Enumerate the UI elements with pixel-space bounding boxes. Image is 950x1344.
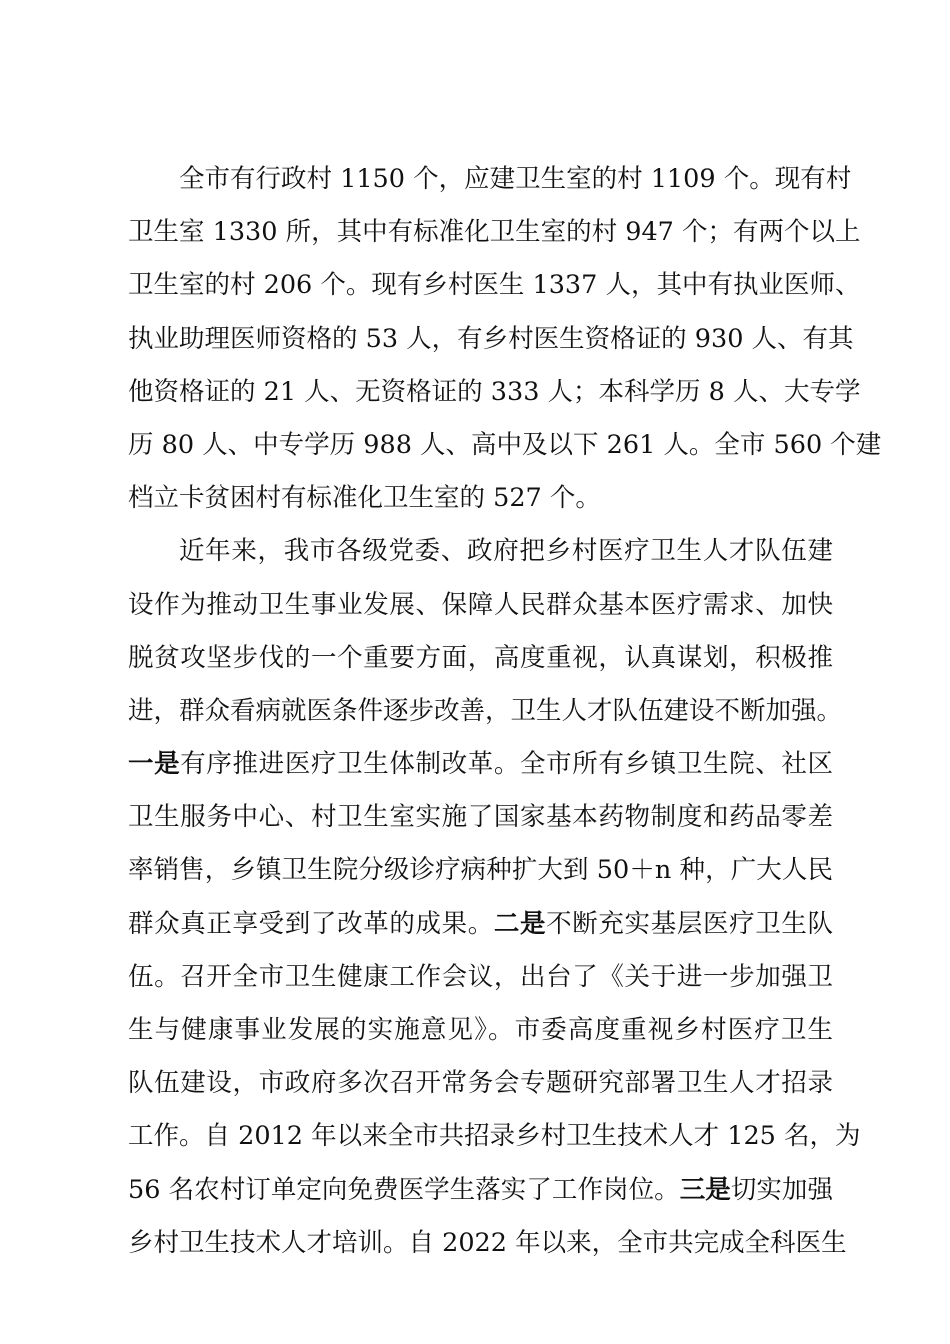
text-segment: 切实加强 xyxy=(730,1174,833,1205)
point-one-label: 一是 xyxy=(128,749,181,780)
text-segment: 群众真正享受到了改革的成果。 xyxy=(128,908,494,939)
text-line: 卫生室 1330 所，其中有标准化卫生室的村 947 个；有两个以上 xyxy=(128,217,861,248)
text-segment: 56 名农村订单定向免费医学生落实了工作岗位。 xyxy=(128,1174,680,1205)
text-line: 卫生服务中心、村卫生室实施了国家基本药物制度和药品零差 xyxy=(128,802,833,833)
text-segment: 有序推进医疗卫生体制改革。全市所有乡镇卫生院、社区 xyxy=(180,749,833,780)
text-segment: 不断充实基层医疗卫生队 xyxy=(546,908,833,939)
text-line: 卫生室的村 206 个。现有乡村医生 1337 人，其中有执业医师、 xyxy=(128,270,861,301)
text-line xyxy=(128,898,833,951)
text-line: 全市有行政村 1150 个，应建卫生室的村 1109 个。现有村 xyxy=(179,164,852,194)
text-line: 执业助理医师资格的 53 人，有乡村医生资格证的 930 人、有其 xyxy=(128,323,854,354)
document-body xyxy=(128,153,882,1270)
paragraph-statistics xyxy=(128,153,882,525)
text-line: 生与健康事业发展的实施意见》。市委高度重视乡村医疗卫生 xyxy=(128,1015,833,1045)
text-line: 近年来，我市各级党委、政府把乡村医疗卫生人才队伍建 xyxy=(179,536,833,567)
text-line: 档立卡贫困村有标准化卫生室的 527 个。 xyxy=(128,483,601,514)
text-line xyxy=(128,1164,833,1217)
text-line: 队伍建设，市政府多次召开常务会专题研究部署卫生人才招录 xyxy=(128,1068,833,1099)
paragraph-progress xyxy=(128,525,861,1270)
text-line: 进，群众看病就医条件逐步改善，卫生人才队伍建设不断加强。 xyxy=(128,695,843,726)
text-line: 历 80 人、中专学历 988 人、高中及以下 261 人。全市 560 个建 xyxy=(128,429,882,460)
text-line: 率销售，乡镇卫生院分级诊疗病种扩大到 50＋n 种，广大人民 xyxy=(128,855,833,886)
text-line: 伍。召开全市卫生健康工作会议，出台了《关于进一步加强卫 xyxy=(128,961,833,992)
point-two-label: 二是 xyxy=(493,908,547,939)
text-line: 设作为推动卫生事业发展、保障人民群众基本医疗需求、加快 xyxy=(128,589,833,620)
text-line: 工作。自 2012 年以来全市共招录乡村卫生技术人才 125 名，为 xyxy=(128,1121,861,1152)
text-line: 乡村卫生技术人才培训。自 2022 年以来，全市共完成全科医生 xyxy=(128,1227,847,1258)
text-line: 他资格证的 21 人、无资格证的 333 人；本科学历 8 人、大专学 xyxy=(128,376,861,407)
point-three-label: 三是 xyxy=(679,1174,731,1205)
text-line xyxy=(128,738,833,791)
text-line: 脱贫攻坚步伐的一个重要方面，高度重视，认真谋划，积极推 xyxy=(128,642,833,673)
